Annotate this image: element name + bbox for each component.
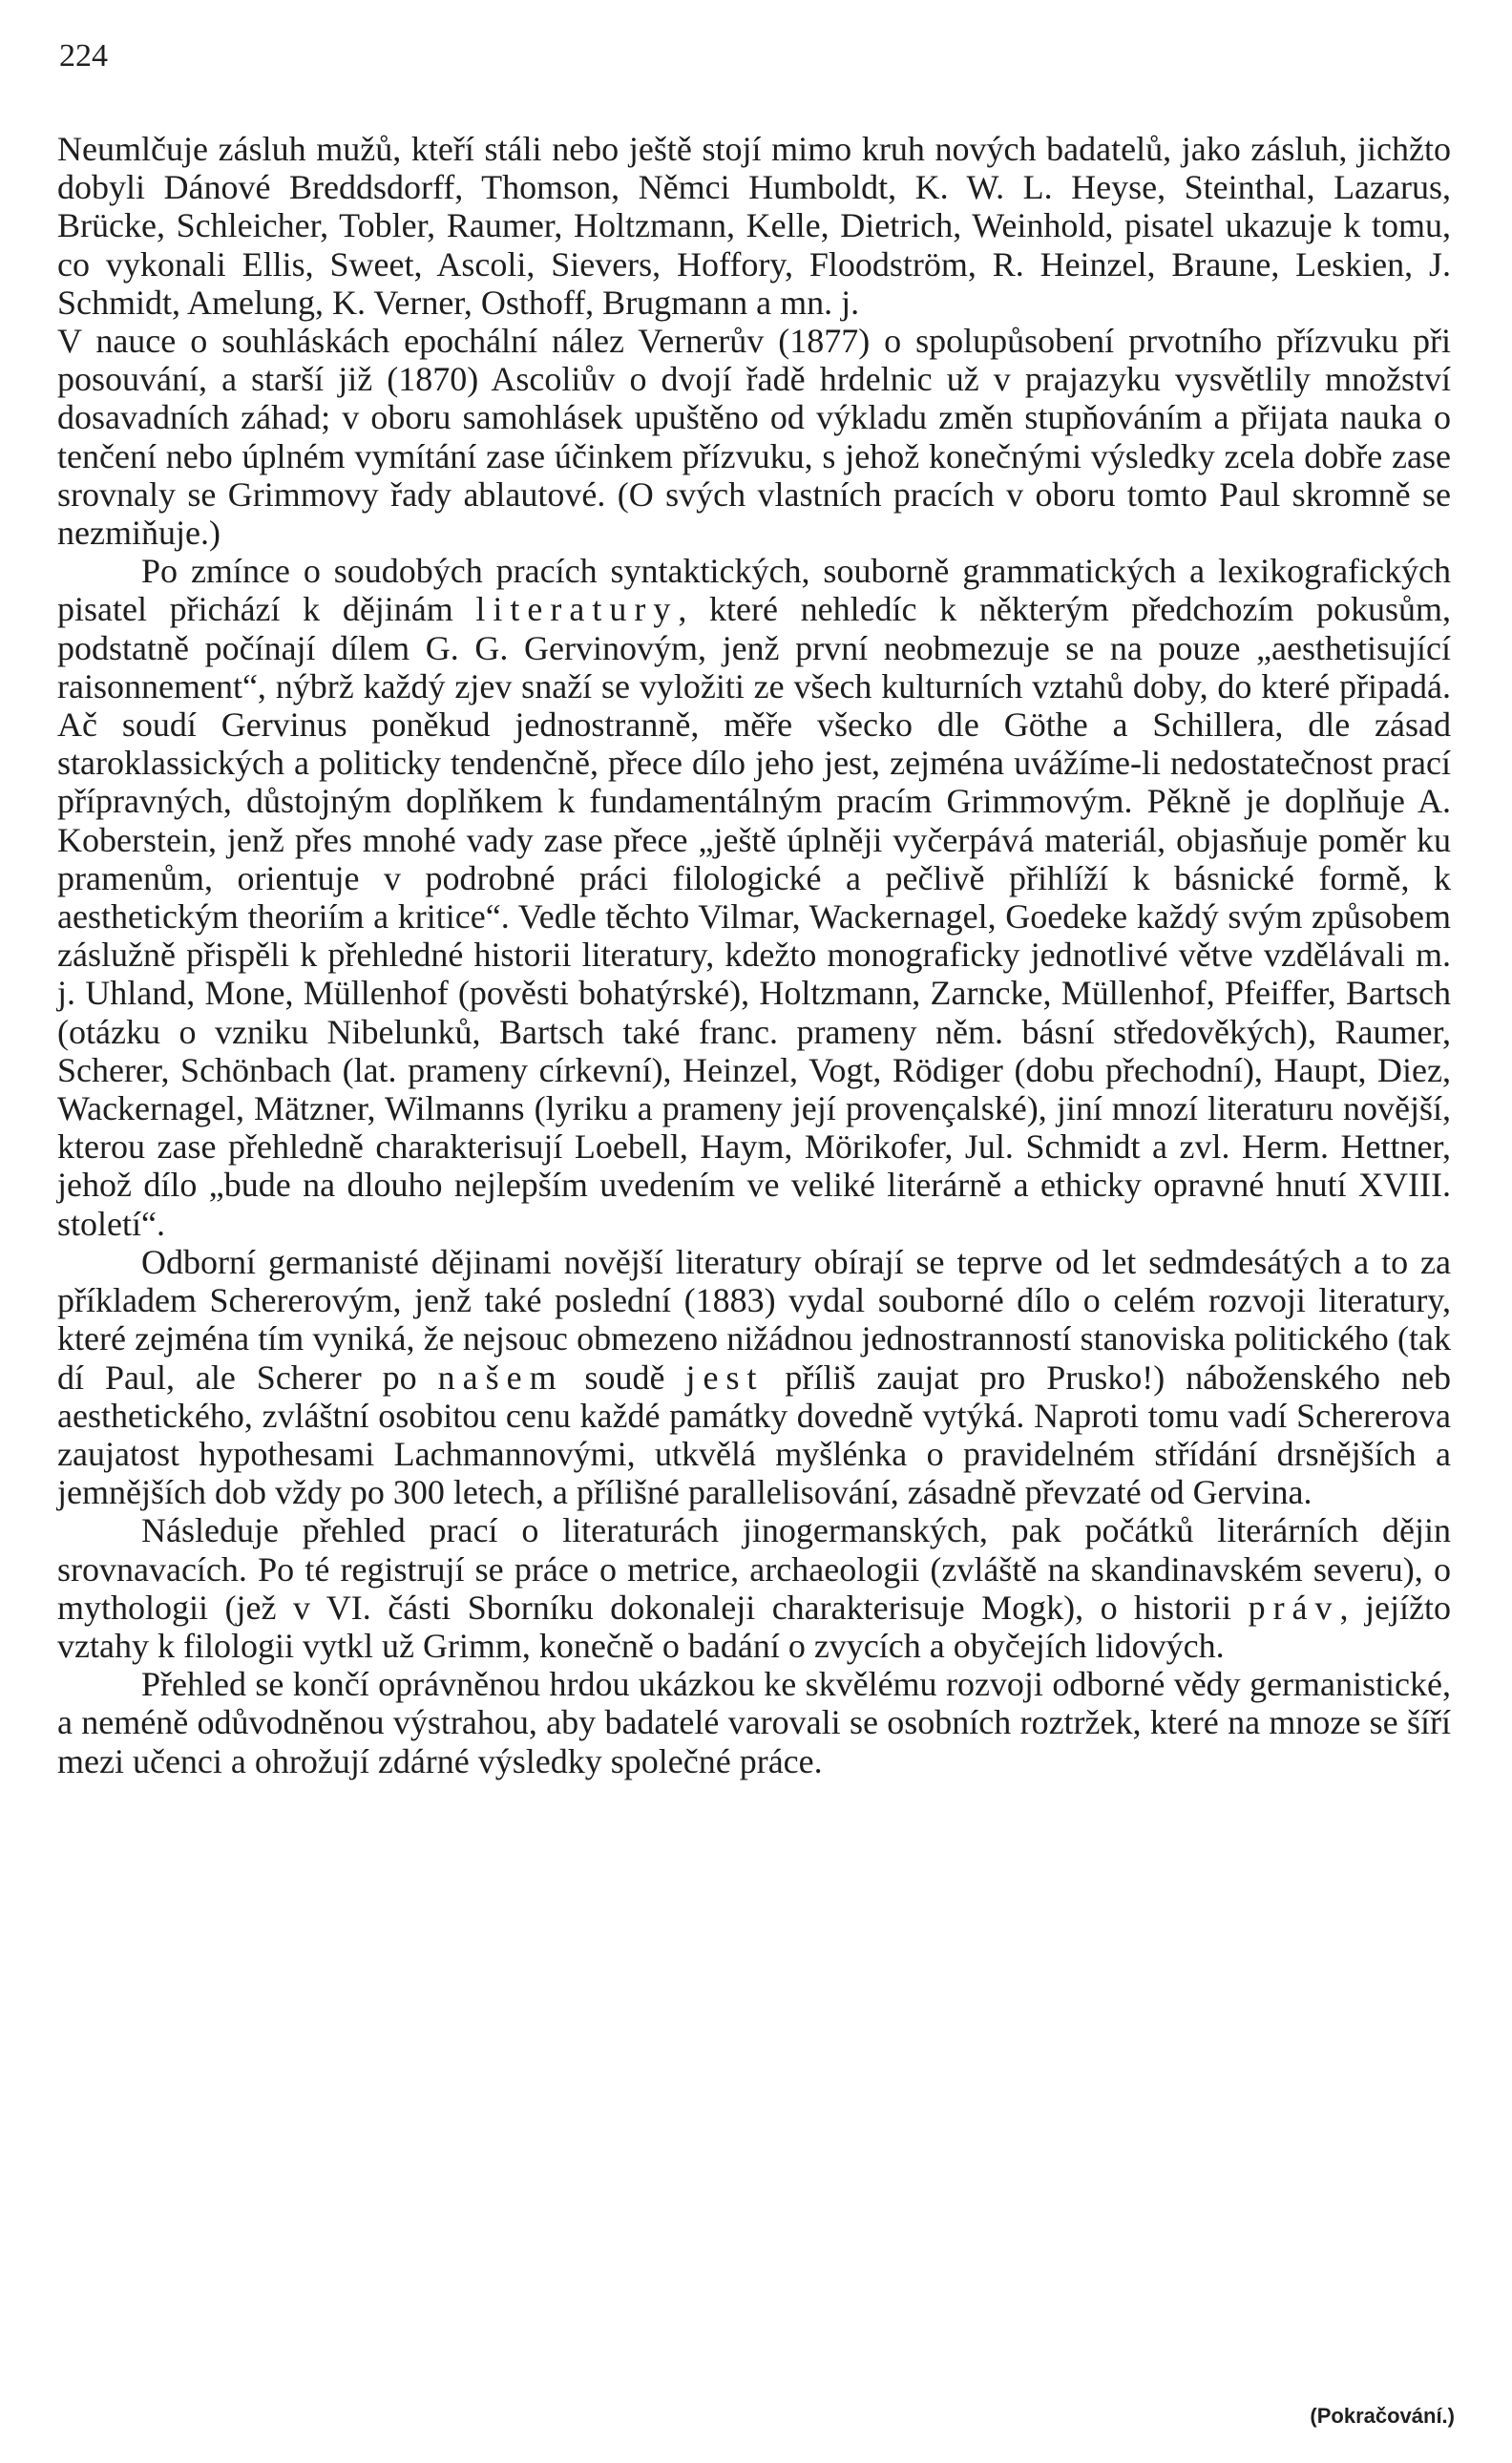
text-run: , jejížto vztahy k filologii vytkl už Grimm, konečně o badání o zvycích a obyčejích lidových. <box>57 1588 1451 1665</box>
paragraph-p6 <box>57 1665 1451 1780</box>
text-run: Neumlčuje zásluh mužů, kteří stáli nebo ještě stojí mimo kruh nových badatelů, jako zásluh, jichžto dobyli Dánové Breddsdorff, Thomson, Němci Humboldt, K. W. L. Heyse, Steinthal, Lazarus, Brücke, Schleicher, Tobler, Raumer, Holtzmann, Kelle, Dietrich, Weinhold, pisatel ukazuje k tomu, co vykonali Ellis, Sweet, Ascoli, Sievers, Hoffory, Floodström, R. Heinzel, Braune, Leskien, J. Schmidt, Amelung, K. Verner, Osthoff, Brugmann a mn. j. <box>57 130 1451 322</box>
paragraph-p3 <box>57 552 1451 1243</box>
continued-note: (Pokračování.) <box>1310 2404 1455 2428</box>
text-run: příliš zaujat pro Prusko!) náboženského neb aesthetického, zvláštní osobitou cenu každé památky dovedně vytýká. Naproti tomu vadí Schererova zaujatost hypothesami Lachmannovými, utkvělá myšlénka o pravidelném střídání drsnějších a jemnějších dob vždy po 300 letech, a přílišné parallelisování, zásadně převzaté od Gervina. <box>57 1358 1451 1512</box>
text-run: Následuje přehled prací o literaturách jinogermanských, pak počátků literárních dějin srovnavacích. Po té registrují se práce o metrice, archaeologii (zvláště na skandinavském severu), o mythologii (jež v VI. části Sborníku dokonaleji charakterisuje Mogk), o historii <box>57 1511 1451 1627</box>
paragraph-p5 <box>57 1511 1451 1665</box>
spaced-emphasis: jest <box>685 1358 765 1397</box>
text-run: V nauce o souhláskách epochální nález Vernerův (1877) o spolupůsobení prvotního přízvuku při posouvání, a starší již (1870) Ascoliův o dvojí řadě hrdelnic už v prajazyku vysvětlily množství dosavadních záhad; v oboru samohlásek upuštěno od výkladu změn stupňováním a přijata nauka o tenčení nebo úplném vymítání zase účinkem přízvuku, s jehož konečnými výsledky zcela dobře zase srovnaly se Grimmovy řady ablautové. (O svých vlastních pracích v oboru tomto Paul skromně se nezmiňuje.) <box>57 322 1451 553</box>
page-number: 224 <box>59 38 108 74</box>
text-run: soudě <box>563 1358 686 1397</box>
spaced-emphasis: práv <box>1248 1588 1340 1627</box>
text-run: Odborní germanisté dějinami novější literatury obírají se teprve od let sedmdesátých a to za příkladem Schererovým, jenž také poslední (1883) vydal souborné dílo o celém rozvoji literatury, které zejména tím vyniká, že nejsouc obmezeno nižádnou jednostranností stanoviska politického (tak dí Paul, ale Scherer po <box>57 1242 1451 1397</box>
paragraph-p2 <box>57 322 1451 552</box>
paragraph-p4 <box>57 1243 1451 1511</box>
body-text <box>57 130 1451 1780</box>
paragraph-p1 <box>57 130 1451 322</box>
spaced-emphasis: našem <box>437 1358 564 1397</box>
text-run: Přehled se končí oprávněnou hrdou ukázkou ke skvělému rozvoji odborné vědy germanistické, a neméně odůvodněnou výstrahou, aby badatelé varovali se osobních roztržek, které na mnoze se šíří mezi učenci a ohrožují zdárné výsledky společné práce. <box>57 1665 1451 1780</box>
spaced-emphasis: literatury <box>475 590 679 629</box>
text-run: , které nehledíc k některým předchozím pokusům, podstatně počínají dílem G. G. Gervinovým, jenž první neobmezuje se na pouze „aesthetisující raisonnement“, nýbrž každý zjev snaží se vyložiti ze všech kulturních vztahů doby, do které připadá. Ač soudí Gervinus poněkud jednostranně, měře všecko dle Göthe a Schillera, dle zásad staroklassických a politicky tendenčně, přece dílo jeho jest, zejména uvážíme-li nedostatečnost prací přípravných, důstojným doplňkem k fundamentálným pracím Grimmovým. Pěkně je doplňuje A. Koberstein, jenž přes mnohé vady zase přece „ještě úplněji vyčerpává materiál, objasňuje poměr ku pramenům, orientuje v podrobné práci filologické a pečlivě přihlíží k básnické formě, k aesthetickým theoriím a kritice“. Vedle těchto Vilmar, Wackernagel, Goedeke každý svým způsobem záslužně přispěli k přehledné historii literatury, kdežto monograficky jednotlivé větve vzdělávali m. j. Uhland, Mone, Müllenhof (pověsti bohatýrské), Holtzmann, Zarncke, Müllenhof, Pfeiffer, Bartsch (otázku o vzniku Nibelunků, Bartsch také franc. prameny něm. básní středověkých), Raumer, Scherer, Schönbach (lat. prameny církevní), Heinzel, Vogt, Rödiger (dobu přechodní), Haupt, Diez, Wackernagel, Mätzner, Wilmanns (lyriku a prameny její provençalské), jiní mnozí literaturu novější, kterou zase přehledně charakterisují Loebell, Haym, Mörikofer, Jul. Schmidt a zvl. Herm. Hettner, jehož dílo „bude na dlouho nejlepším uvedením ve veliké literárně a ethicky opravné hnutí XVIII. století“. <box>57 590 1451 1243</box>
text-run: Po zmínce o soudobých pracích syntaktických, souborně grammatických a lexikografických pisatel přichází k dějinám <box>57 552 1451 629</box>
